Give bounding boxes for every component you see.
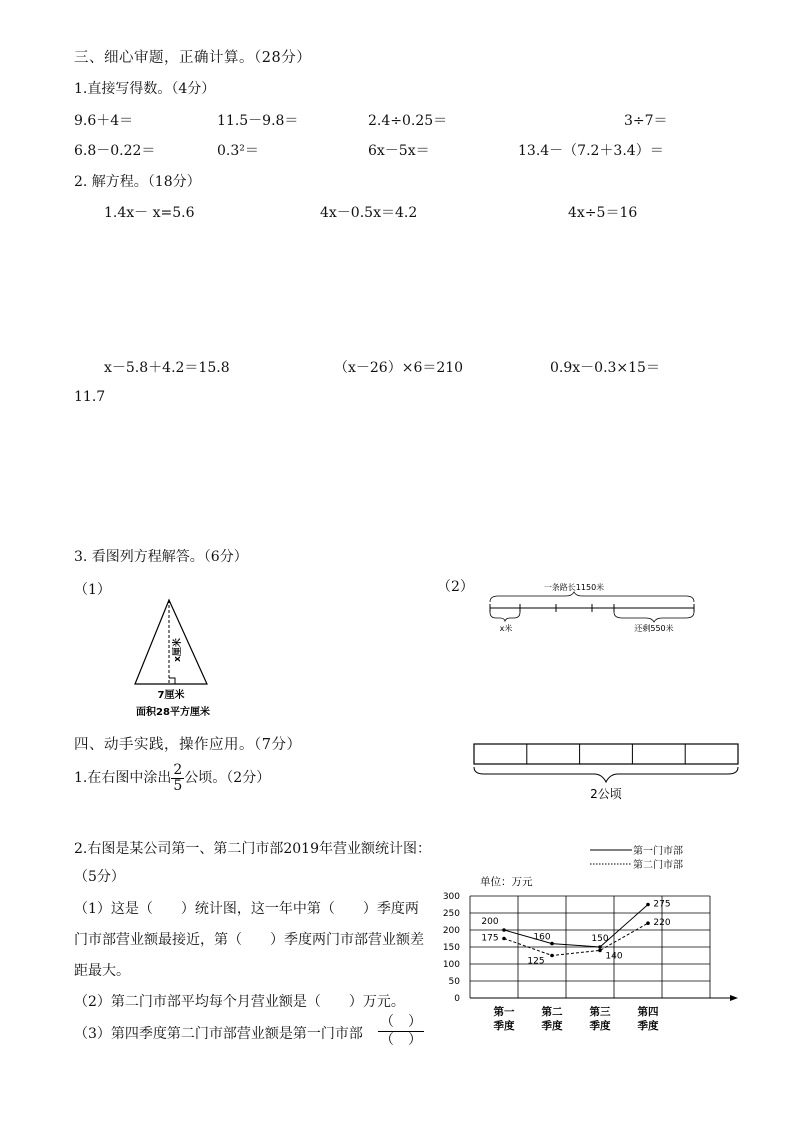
data-label: 140: [605, 951, 623, 962]
calc-item: 6.8－0.22＝: [74, 143, 156, 159]
data-point: [598, 949, 602, 953]
triangle-figure: [110, 592, 250, 722]
data-label: 175: [481, 933, 499, 944]
s4-q2-sub1c: 距最大。: [74, 963, 130, 979]
y-tick-label: 50: [448, 977, 460, 987]
x-label: x米: [499, 624, 513, 633]
y-tick-label: 150: [442, 943, 460, 953]
calc-item: 9.6＋4＝: [74, 113, 134, 129]
s4-q1-prefix: 1.在右图中涂出: [74, 770, 172, 786]
q3-part2-label: （2）: [437, 579, 474, 595]
q3-part1-label: （1）: [74, 582, 111, 598]
fraction-denominator: 5: [173, 777, 183, 794]
y-tick-label: 100: [442, 960, 460, 970]
s4-q1-suffix: 公顷。（2分）: [184, 770, 271, 786]
area-label: 面积28平方厘米: [136, 707, 210, 718]
data-label: 125: [527, 956, 545, 967]
calc-item: 3÷7＝: [624, 113, 668, 129]
equation: x－5.8＋4.2＝15.8: [104, 360, 230, 376]
s4-q2-sub1a: （1）这是（ ）统计图，这一年中第（ ）季度两: [74, 901, 419, 917]
x-axis-arrow: [730, 995, 738, 1001]
section3-title: 三、细心审题，正确计算。（28分）: [74, 50, 312, 66]
unit-label: 单位：万元: [480, 876, 533, 888]
total-length-label: 一条路长1150米: [543, 583, 605, 592]
road-diagram: [484, 578, 704, 638]
s4-q2-sub1b: 门市部营业额最接近，第（ ）季度两门市部营业额差: [74, 932, 424, 948]
y-tick-label: 0: [454, 994, 460, 1004]
s4-q2-sub2: （2）第二门市部平均每个月营业额是（ ）万元。: [74, 994, 405, 1010]
x-tick-label: 第二: [541, 1006, 563, 1018]
data-point: [598, 945, 602, 949]
x-tick-label: 第三: [589, 1006, 611, 1018]
y-tick-label: 300: [442, 892, 460, 902]
x-tick-label: 季度: [589, 1020, 611, 1032]
blank-fraction[interactable]: [378, 1014, 424, 1049]
data-label: 220: [653, 918, 671, 929]
y-tick-label: 250: [442, 909, 460, 919]
calc-item: 2.4÷0.25＝: [368, 113, 448, 129]
calc-item: 0.3²＝: [217, 143, 259, 159]
s4-q1-text: [74, 758, 270, 798]
legend-label: 第一门市部: [633, 846, 683, 857]
data-point: [646, 903, 650, 907]
data-point: [550, 942, 554, 946]
blank-numerator: （ ）: [380, 1014, 422, 1030]
y-tick-label: 200: [442, 926, 460, 936]
equation: （x－26）×6＝210: [334, 360, 464, 376]
q1-title: 1.直接写得数。（4分）: [74, 81, 216, 97]
height-label: x厘米: [173, 638, 183, 662]
s4-q2-sub3: （3）第四季度第二门市部营业额是第一门市部: [74, 1026, 363, 1042]
hectare-grid[interactable]: [470, 740, 745, 805]
calc-item: 6x－5x＝: [368, 143, 430, 159]
series-line: [504, 923, 648, 955]
calc-item: 13.4－（7.2＋3.4）＝: [518, 143, 664, 159]
sales-line-chart: [430, 836, 750, 1036]
data-point: [502, 937, 506, 941]
fraction-numerator: 2: [173, 761, 183, 778]
base-label: 7厘米: [157, 690, 185, 701]
equation: 1.4x－ x=5.6: [104, 205, 195, 221]
x-tick-label: 季度: [637, 1020, 659, 1032]
blank-denominator: （ ）: [380, 1032, 422, 1048]
s4-q2-line1: 2.右图是某公司第一、第二门市部2019年营业额统计图：: [74, 841, 431, 857]
series-line: [504, 905, 648, 948]
remain-label: 还剩550米: [634, 624, 674, 633]
equation: 0.9x－0.3×15＝: [550, 360, 660, 376]
data-point: [646, 921, 650, 925]
data-point: [502, 928, 506, 932]
x-tick-label: 季度: [541, 1020, 563, 1032]
x-tick-label: 第一: [493, 1006, 515, 1018]
fraction: [171, 763, 184, 794]
section4-title: 四、动手实践，操作应用。（7分）: [74, 737, 302, 753]
hectare-label: 2公顷: [590, 787, 622, 801]
q3-title: 3. 看图列方程解答。（6分）: [74, 549, 248, 565]
data-label: 150: [591, 934, 609, 944]
data-point: [550, 954, 554, 958]
equation: 4x÷5＝16: [568, 205, 638, 221]
x-tick-label: 季度: [493, 1020, 515, 1032]
data-label: 275: [653, 899, 671, 910]
s4-q2-line2: （5分）: [74, 869, 125, 885]
calc-item: 11.5－9.8＝: [217, 113, 299, 129]
q2-title: 2. 解方程。（18分）: [74, 174, 201, 190]
legend-label: 第二门市部: [633, 860, 683, 871]
data-label: 200: [481, 917, 499, 927]
equation-continued: 11.7: [74, 389, 106, 405]
x-tick-label: 第四: [637, 1006, 659, 1018]
equation: 4x－0.5x＝4.2: [320, 205, 418, 221]
data-label: 160: [533, 932, 551, 943]
